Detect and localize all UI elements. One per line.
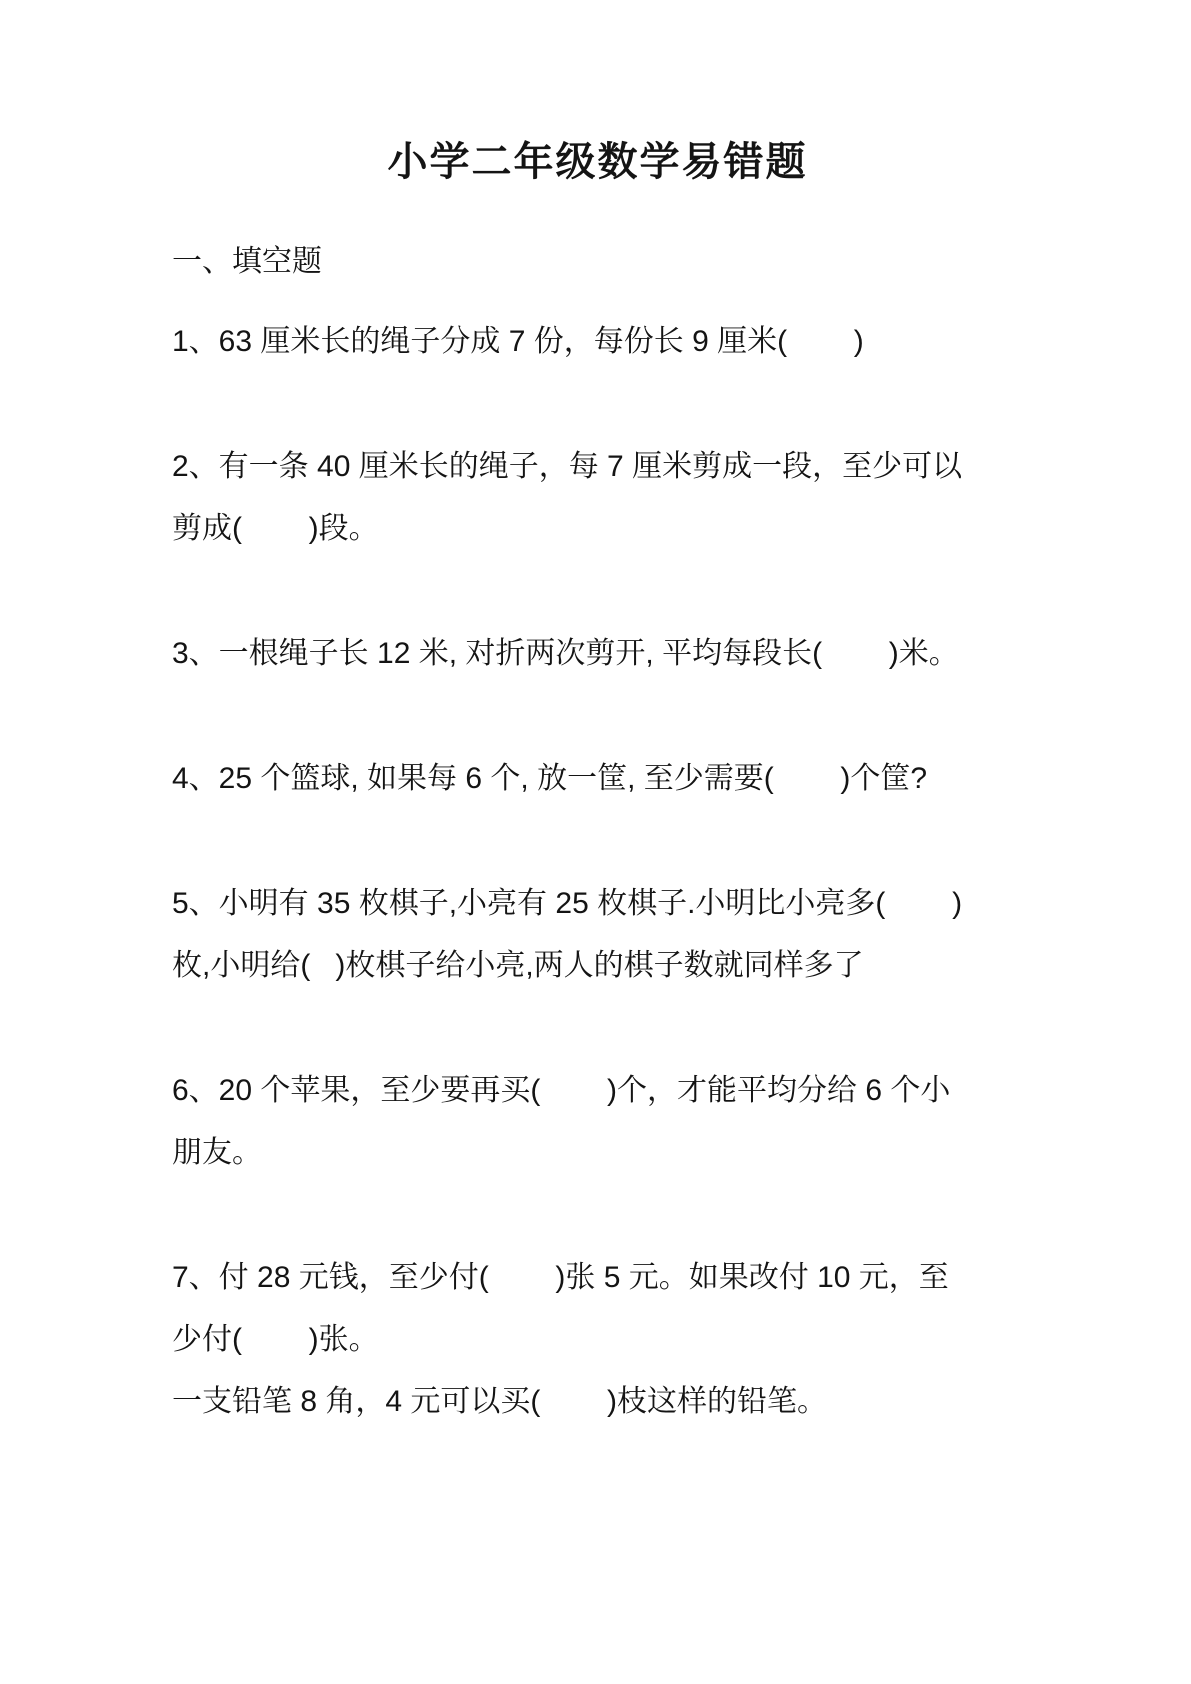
question-2-line-2: 剪成( )段。 bbox=[172, 512, 379, 545]
question-7-line-1: 7、付 28 元钱，至少付( )张 5 元。如果改付 10 元，至 bbox=[172, 1261, 949, 1294]
question-2 bbox=[172, 436, 1023, 560]
question-3-line-1: 3、一根绳子长 12 米, 对折两次剪开, 平均每段长( )米。 bbox=[172, 637, 959, 670]
question-1-line-1: 1、63 厘米长的绳子分成 7 份，每份长 9 厘米( ) bbox=[172, 325, 864, 358]
question-8 bbox=[172, 1371, 1023, 1433]
question-6-line-1: 6、20 个苹果，至少要再买( )个，才能平均分给 6 个小 bbox=[172, 1074, 951, 1107]
section-heading: 一、填空题 bbox=[172, 245, 322, 278]
question-8-line-1: 一支铅笔 8 角，4 元可以买( )枝这样的铅笔。 bbox=[172, 1385, 828, 1418]
question-5-line-2: 枚,小明给( )枚棋子给小亮,两人的棋子数就同样多了 bbox=[172, 949, 864, 982]
question-1 bbox=[172, 311, 1023, 373]
question-4 bbox=[172, 748, 1023, 810]
page-title: 小学二年级数学易错题 bbox=[387, 140, 808, 184]
question-7-line-2: 少付( )张。 bbox=[172, 1323, 379, 1356]
question-6 bbox=[172, 1060, 1023, 1184]
question-5 bbox=[172, 873, 1023, 997]
question-4-line-1: 4、25 个篮球, 如果每 6 个, 放一筐, 至少需要( )个筐? bbox=[172, 762, 928, 795]
question-3 bbox=[172, 623, 1023, 685]
question-6-line-2: 朋友。 bbox=[172, 1136, 262, 1169]
question-2-line-1: 2、有一条 40 厘米长的绳子，每 7 厘米剪成一段，至少可以 bbox=[172, 450, 963, 483]
question-7 bbox=[172, 1247, 1023, 1371]
question-5-line-1: 5、小明有 35 枚棋子,小亮有 25 枚棋子.小明比小亮多( ) bbox=[172, 887, 963, 920]
